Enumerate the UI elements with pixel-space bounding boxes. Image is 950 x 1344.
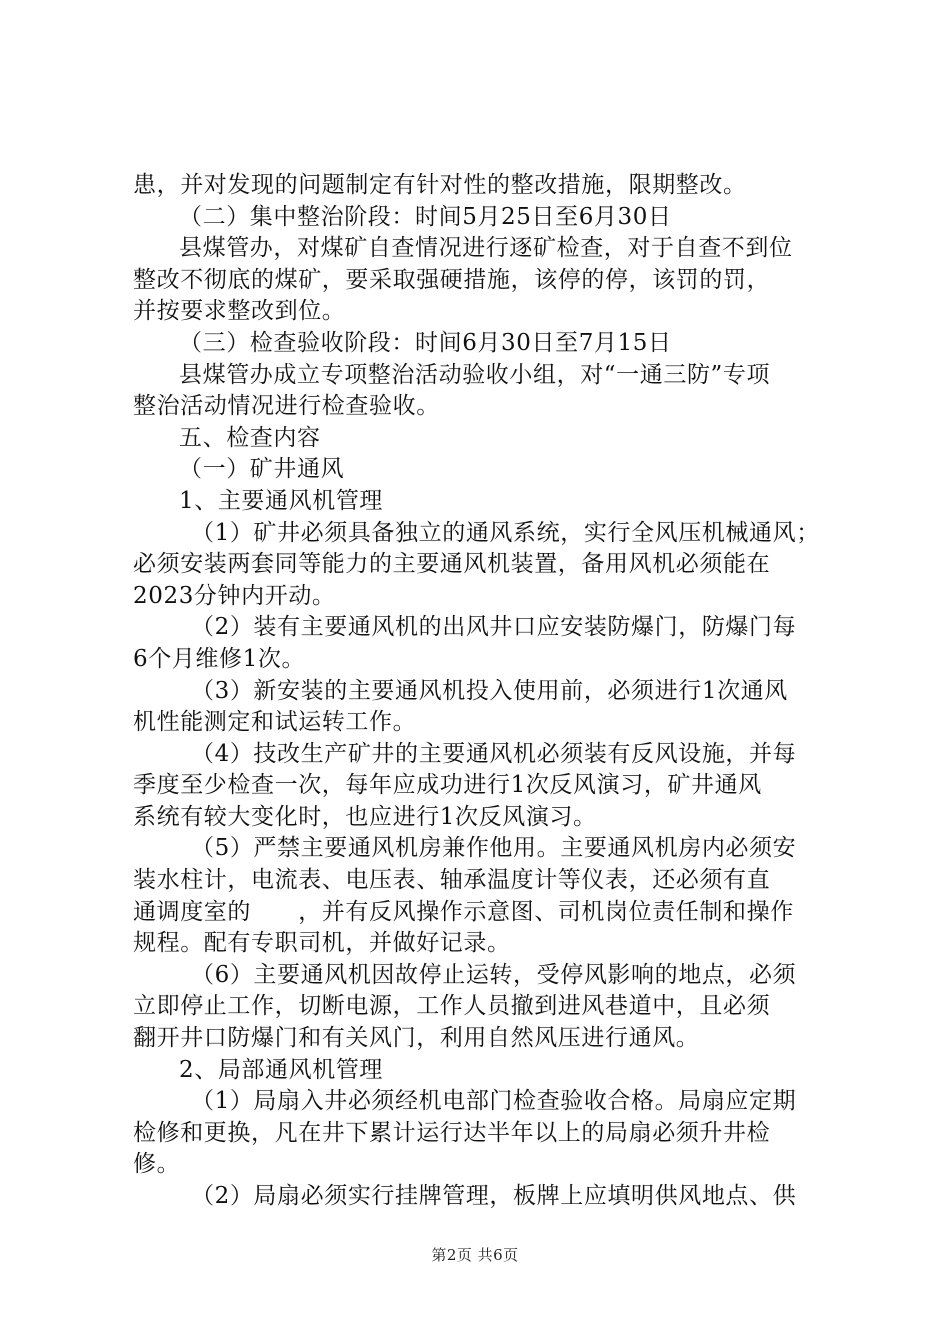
- page-footer: [0, 1244, 950, 1265]
- text-line: 并按要求整改到位。: [133, 298, 346, 325]
- section-heading: 1、主要通风机管理: [179, 487, 384, 514]
- text-line: 县煤管办成立专项整治活动验收小组，对“一通三防”专项: [179, 361, 771, 388]
- text-line: 6个月维修1次。: [133, 645, 306, 672]
- text-line: （5）严禁主要通风机房兼作他用。主要通风机房内必须安: [191, 835, 797, 862]
- text-line: 患，并对发现的问题制定有针对性的整改措施，限期整改。: [133, 172, 747, 198]
- section-heading: （三）检查验收阶段：时间6月30日至7月15日: [179, 329, 672, 356]
- text-line: 县煤管办，对煤矿自查情况进行逐矿检查，对于自查不到位: [179, 235, 793, 262]
- text-line: 整治活动情况进行检查验收。: [133, 393, 440, 420]
- text-line: （4）技改生产矿井的主要通风机必须装有反风设施，并每: [191, 740, 797, 767]
- page-number: 第2页 共6页: [431, 1246, 519, 1264]
- text-line: 2023分钟内开动。: [133, 582, 336, 609]
- document-body: [133, 170, 833, 1213]
- section-heading: 2、局部通风机管理: [179, 1056, 384, 1083]
- text-line: 整改不彻底的煤矿，要采取强硬措施，该停的停，该罚的罚，: [133, 266, 771, 293]
- text-line: （2）装有主要通风机的出风井口应安装防爆门，防爆门每: [191, 614, 797, 641]
- text-line: 翻开井口防爆门和有关风门，利用自然风压进行通风。: [133, 1025, 700, 1052]
- text-line: 季度至少检查一次，每年应成功进行1次反风演习，矿井通风: [133, 772, 762, 799]
- section-heading: 五、检查内容: [179, 424, 321, 451]
- text-line: 装水柱计，电流表、电压表、轴承温度计等仪表，还必须有直: [133, 867, 771, 894]
- text-line: （2）局扇必须实行挂牌管理，板牌上应填明供风地点、供: [191, 1183, 797, 1209]
- text-line: 必须安装两套同等能力的主要通风机装置，备用风机必须能在: [133, 551, 771, 578]
- text-line: 检修和更换，凡在井下累计运行达半年以上的局扇必须升井检: [133, 1119, 771, 1146]
- text-line: （3）新安装的主要通风机投入使用前，必须进行1次通风: [191, 677, 788, 704]
- text-line: （1）矿井必须具备独立的通风系统，实行全风压机械通风；: [191, 519, 820, 546]
- text-line: 机性能测定和试运转工作。: [133, 709, 417, 736]
- text-line: 规程。配有专职司机，并做好记录。: [133, 930, 511, 957]
- section-heading: （二）集中整治阶段：时间5月25日至6月30日: [179, 203, 672, 230]
- text-line: 系统有较大变化时，也应进行1次反风演习。: [133, 803, 597, 830]
- text-line: 立即停止工作，切断电源，工作人员撤到进风巷道中，且必须: [133, 993, 771, 1020]
- text-line: （1）局扇入井必须经机电部门检查验收合格。局扇应定期: [191, 1088, 797, 1115]
- section-heading: （一）矿井通风: [179, 456, 345, 483]
- text-line: 修。: [133, 1151, 181, 1178]
- text-line: （6）主要通风机因故停止运转，受停风影响的地点，必须: [191, 961, 797, 988]
- text-line: 通调度室的 ，并有反风操作示意图、司机岗位责任制和操作: [133, 898, 794, 925]
